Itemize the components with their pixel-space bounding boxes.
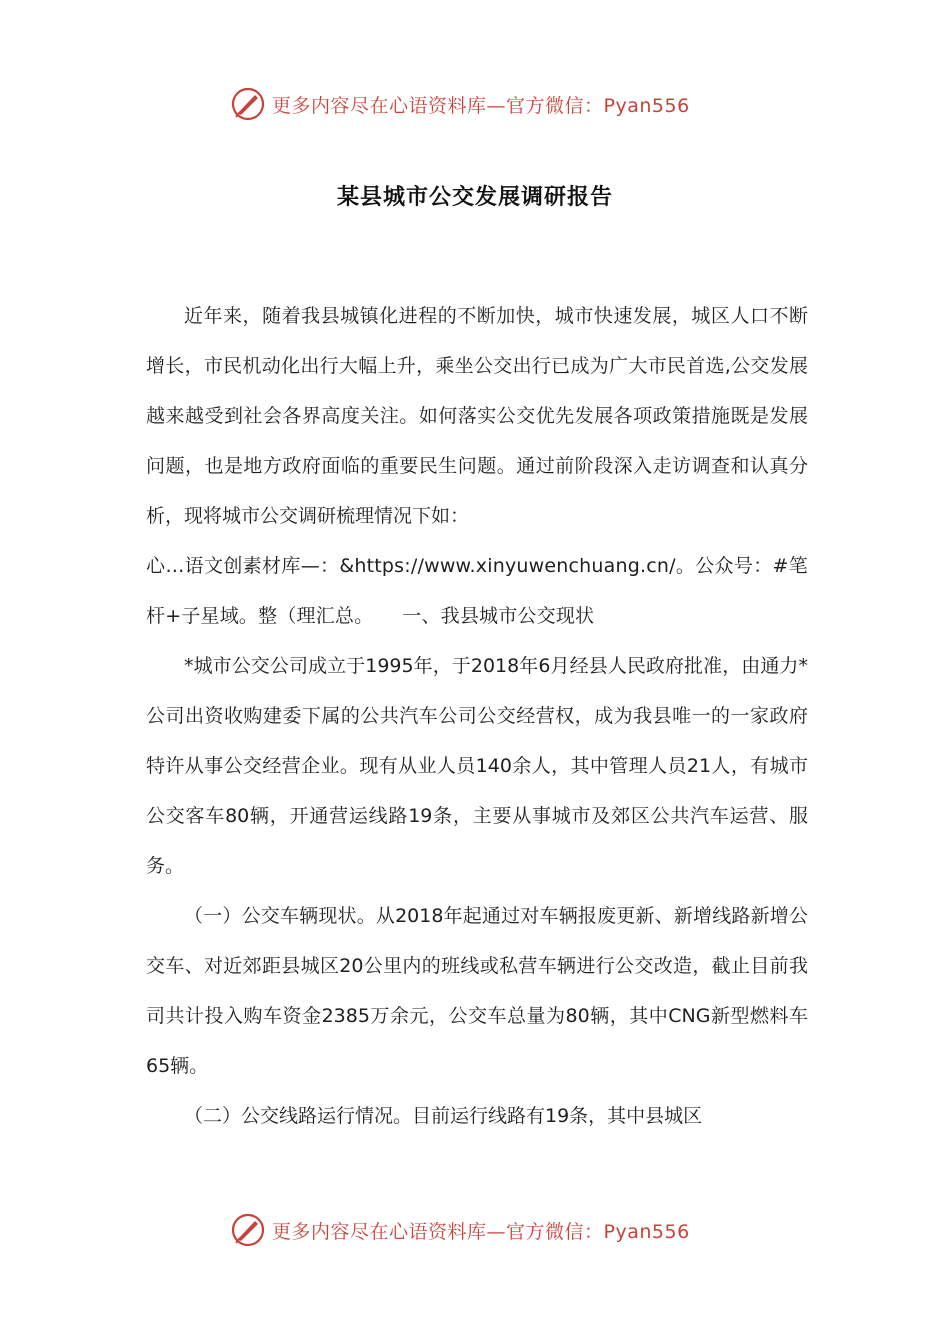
banner-text: 更多内容尽在心语资料库—官方微信：Pyan556	[272, 94, 690, 117]
paragraph-source-note: 心…语文创素材库—：&https://www.xinyuwenchuang.cn/。公众号：#笔杆+子星域。整（理汇总。 一、我县城市公交现状	[146, 555, 808, 627]
paragraph-vehicles: （一）公交车辆现状。从2018年起通过对车辆报废更新、新增线路新增公交车、对近郊距县城区20公里内的班线或私营车辆进行公交改造，截止目前我司共计投入购车资金2385万余元，公交车总量为80辆，其中CNG新型燃料车65辆。	[146, 905, 808, 1077]
wechat-id: Pyan556	[603, 1220, 690, 1243]
quill-logo-icon	[230, 1212, 266, 1248]
header-banner	[230, 82, 790, 126]
footer-banner	[230, 1208, 790, 1252]
paragraph-intro: 近年来，随着我县城镇化进程的不断加快，城市快速发展，城区人口不断增长，市民机动化出行大幅上升，乘坐公交出行已成为广大市民首选,公交发展越来越受到社会各界高度关注。如何落实公交优先发展各项政策措施既是发展问题，也是地方政府面临的重要民生问题。通过前阶段深入走访调查和认真分析，现将城市公交调研梳理情况下如：	[146, 305, 808, 527]
paragraph-company: *城市公交公司成立于1995年，于2018年6月经县人民政府批准，由通力*公司出资收购建委下属的公共汽车公司公交经营权，成为我县唯一的一家政府特许从事公交经营企业。现有从业人员140余人，其中管理人员21人，有城市公交客车80辆，开通营运线路19条，主要从事城市及郊区公共汽车运营、服务。	[146, 655, 808, 877]
paragraph-routes: （二）公交线路运行情况。目前运行线路有19条，其中县城区	[184, 1105, 703, 1127]
document-title: 某县城市公交发展调研报告	[336, 184, 613, 210]
document-body	[146, 291, 808, 1141]
wechat-id: Pyan556	[603, 94, 690, 117]
banner-text: 更多内容尽在心语资料库—官方微信：Pyan556	[272, 1220, 690, 1243]
quill-logo-icon	[230, 86, 266, 122]
